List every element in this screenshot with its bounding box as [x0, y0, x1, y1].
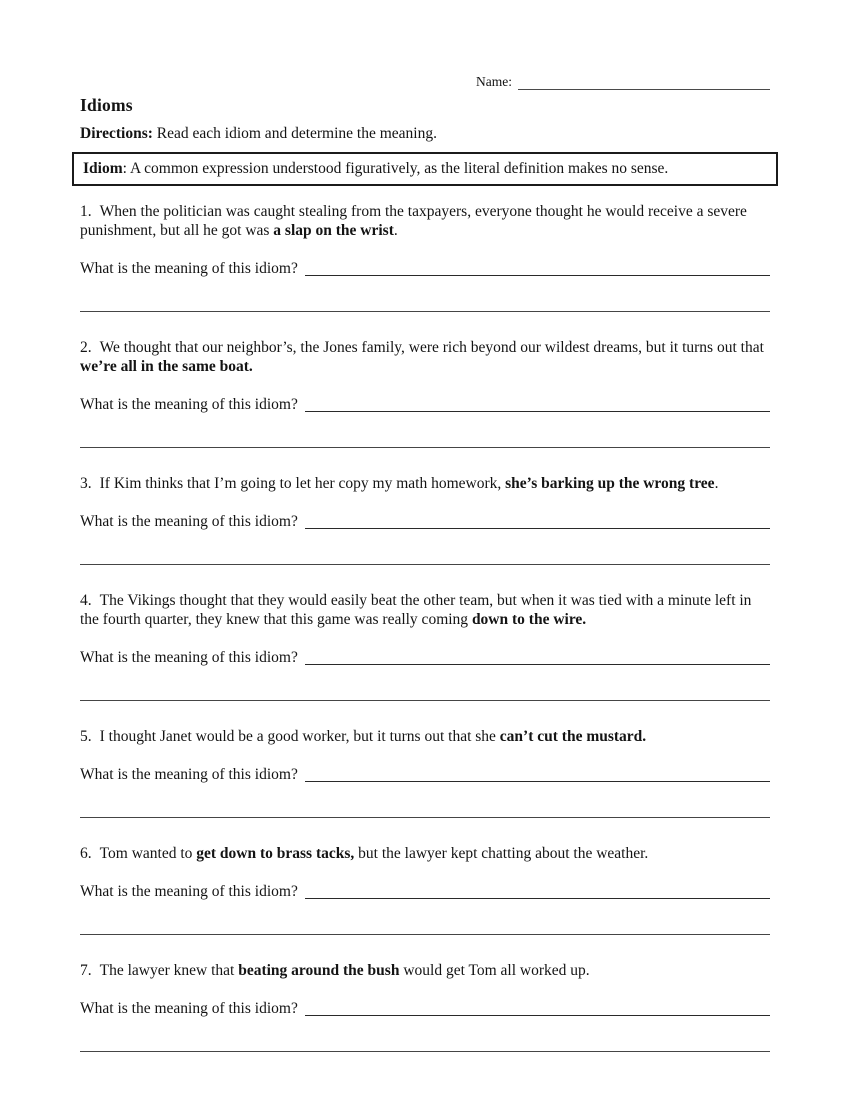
question-text-segment: The lawyer knew that — [99, 962, 239, 979]
meaning-prompt-row — [80, 765, 770, 784]
idiom-phrase-bold: down to the wire. — [471, 611, 587, 628]
name-blank-line[interactable] — [518, 76, 770, 90]
question-text — [100, 962, 590, 979]
question-text-block — [80, 591, 770, 629]
question-text-block — [80, 727, 770, 746]
answer-continuation-blank[interactable] — [80, 1050, 770, 1052]
name-row — [80, 72, 770, 90]
question-text-segment: If Kim thinks that I’m going to let her copy my math homework, — [99, 475, 506, 492]
question-text-segment: When the politician was caught stealing from the taxpayers, everyone thought he would receive a severe punishment, but all he got was — [80, 203, 747, 239]
idiom-phrase-bold: beating around the bush — [238, 962, 400, 979]
question-item — [80, 202, 770, 312]
idiom-phrase-bold: she’s barking up the wrong tree — [505, 475, 715, 492]
idiom-definition-box — [72, 152, 778, 186]
answer-continuation-blank[interactable] — [80, 699, 770, 701]
meaning-prompt: What is the meaning of this idiom? — [80, 260, 298, 277]
answer-continuation-blank[interactable] — [80, 563, 770, 565]
directions-text: Read each idiom and determine the meaning. — [152, 125, 437, 142]
question-text-segment: We thought that our neighbor’s, the Jones family, were rich beyond our wildest dreams, but it turns out that — [99, 339, 764, 356]
question-text-block — [80, 961, 770, 980]
meaning-answer-blank[interactable] — [305, 512, 770, 529]
question-number: 2. — [80, 339, 92, 356]
question-text-block — [80, 844, 770, 863]
question-text — [100, 845, 649, 862]
meaning-answer-blank[interactable] — [305, 259, 770, 276]
idiom-phrase-bold: can’t cut the mustard. — [499, 728, 647, 745]
meaning-prompt: What is the meaning of this idiom? — [80, 513, 298, 530]
page-title: Idioms — [80, 95, 133, 115]
directions-label: Directions: — [80, 125, 153, 142]
question-number: 6. — [80, 845, 92, 862]
meaning-answer-blank[interactable] — [305, 395, 770, 412]
question-text — [100, 475, 719, 492]
question-number: 1. — [80, 203, 92, 220]
question-text-segment: Tom wanted to — [99, 845, 197, 862]
question-item — [80, 727, 770, 818]
answer-continuation-blank[interactable] — [80, 310, 770, 312]
question-number: 5. — [80, 728, 92, 745]
idiom-phrase-bold: we’re all in the same boat. — [80, 358, 253, 375]
meaning-answer-blank[interactable] — [305, 648, 770, 665]
question-item — [80, 961, 770, 1052]
meaning-prompt-row — [80, 395, 770, 414]
question-item — [80, 844, 770, 935]
question-text-segment: but the lawyer kept chatting about the weather. — [354, 845, 649, 862]
question-item — [80, 591, 770, 701]
meaning-prompt-row — [80, 259, 770, 278]
meaning-prompt-row — [80, 882, 770, 901]
idiom-phrase-bold: get down to brass tacks, — [196, 845, 355, 862]
meaning-answer-blank[interactable] — [305, 765, 770, 782]
question-text — [80, 203, 747, 239]
definition-text: : A common expression understood figuratively, as the literal definition makes no sense. — [122, 160, 669, 177]
question-number: 7. — [80, 962, 92, 979]
meaning-prompt: What is the meaning of this idiom? — [80, 649, 298, 666]
meaning-prompt-row — [80, 648, 770, 667]
question-text-segment: I thought Janet would be a good worker, but it turns out that she — [99, 728, 500, 745]
idiom-phrase-bold: a slap on the wrist — [273, 222, 394, 239]
question-text-block — [80, 202, 770, 240]
name-label: Name: — [476, 74, 512, 89]
question-text-segment: would get Tom all worked up. — [399, 962, 590, 979]
question-text-segment: . — [393, 222, 398, 239]
question-number: 3. — [80, 475, 92, 492]
questions-list — [80, 202, 770, 1052]
answer-continuation-blank[interactable] — [80, 933, 770, 935]
question-number: 4. — [80, 592, 92, 609]
directions — [80, 124, 770, 143]
meaning-prompt: What is the meaning of this idiom? — [80, 1000, 298, 1017]
answer-continuation-blank[interactable] — [80, 816, 770, 818]
question-item — [80, 338, 770, 448]
definition-label: Idiom — [83, 160, 123, 177]
question-text — [100, 728, 647, 745]
meaning-answer-blank[interactable] — [305, 882, 770, 899]
question-text — [80, 592, 751, 628]
answer-continuation-blank[interactable] — [80, 446, 770, 448]
meaning-prompt-row — [80, 999, 770, 1018]
meaning-prompt: What is the meaning of this idiom? — [80, 883, 298, 900]
meaning-prompt: What is the meaning of this idiom? — [80, 766, 298, 783]
meaning-prompt: What is the meaning of this idiom? — [80, 396, 298, 413]
question-text-segment: . — [714, 475, 719, 492]
meaning-prompt-row — [80, 512, 770, 531]
question-text-segment: The Vikings thought that they would easily beat the other team, but when it was tied with a minute left in the fourth quarter, they knew that this game was really coming — [80, 592, 752, 628]
meaning-answer-blank[interactable] — [305, 999, 770, 1016]
question-text — [80, 339, 764, 375]
question-item — [80, 474, 770, 565]
question-text-block — [80, 474, 770, 493]
question-text-block — [80, 338, 770, 376]
